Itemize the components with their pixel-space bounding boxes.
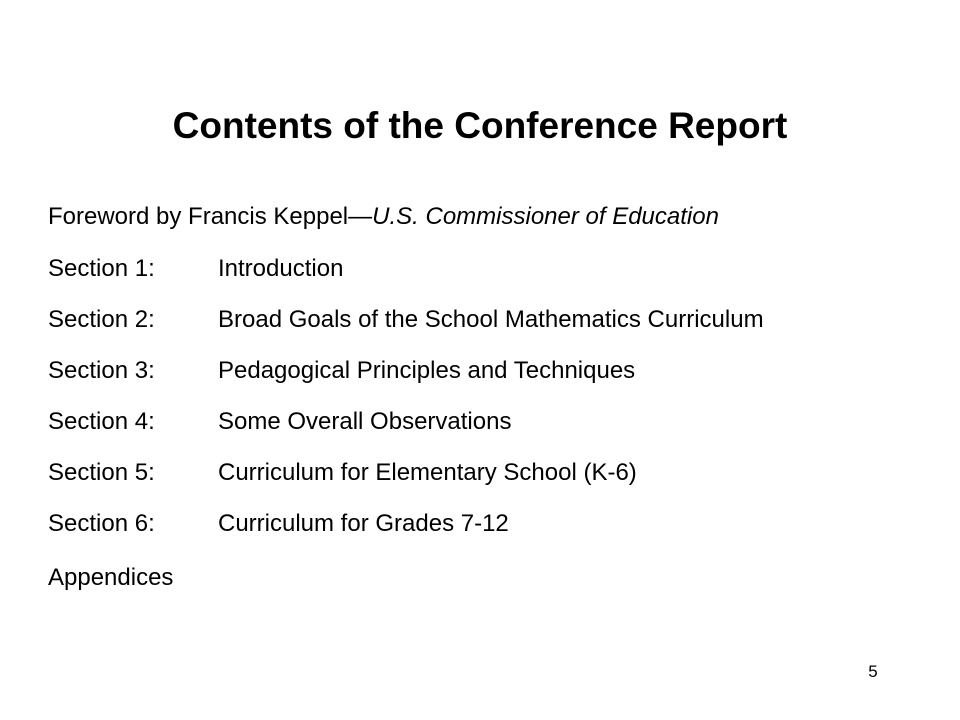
toc-item-section-2 — [48, 298, 764, 349]
section-title: Pedagogical Principles and Techniques — [218, 357, 636, 384]
toc-item-section-6 — [48, 502, 764, 553]
foreword-role: U.S. Commissioner of Education — [372, 203, 719, 230]
section-label: Section 3: — [48, 357, 155, 384]
appendices-entry: Appendices — [48, 564, 174, 591]
section-label: Section 5: — [48, 459, 155, 486]
section-label: Section 6: — [48, 510, 155, 537]
section-label: Section 4: — [48, 408, 155, 435]
toc-item-section-5 — [48, 451, 764, 502]
toc-item-section-4 — [48, 400, 764, 451]
section-label: Section 1: — [48, 255, 155, 282]
table-of-contents — [48, 247, 764, 553]
section-title: Introduction — [218, 255, 344, 282]
section-title: Curriculum for Elementary School (K-6) — [218, 459, 637, 486]
toc-item-section-1 — [48, 247, 764, 298]
page-number: 5 — [868, 662, 878, 681]
toc-item-section-3 — [48, 349, 764, 400]
section-title: Broad Goals of the School Mathematics Curriculum — [218, 306, 764, 333]
foreword-author: Foreword by Francis Keppel— — [48, 203, 373, 230]
section-title: Some Overall Observations — [218, 408, 512, 435]
slide-title: Contents of the Conference Report — [172, 105, 788, 146]
section-label: Section 2: — [48, 306, 155, 333]
section-title: Curriculum for Grades 7-12 — [218, 510, 509, 537]
foreword-line — [48, 195, 719, 239]
